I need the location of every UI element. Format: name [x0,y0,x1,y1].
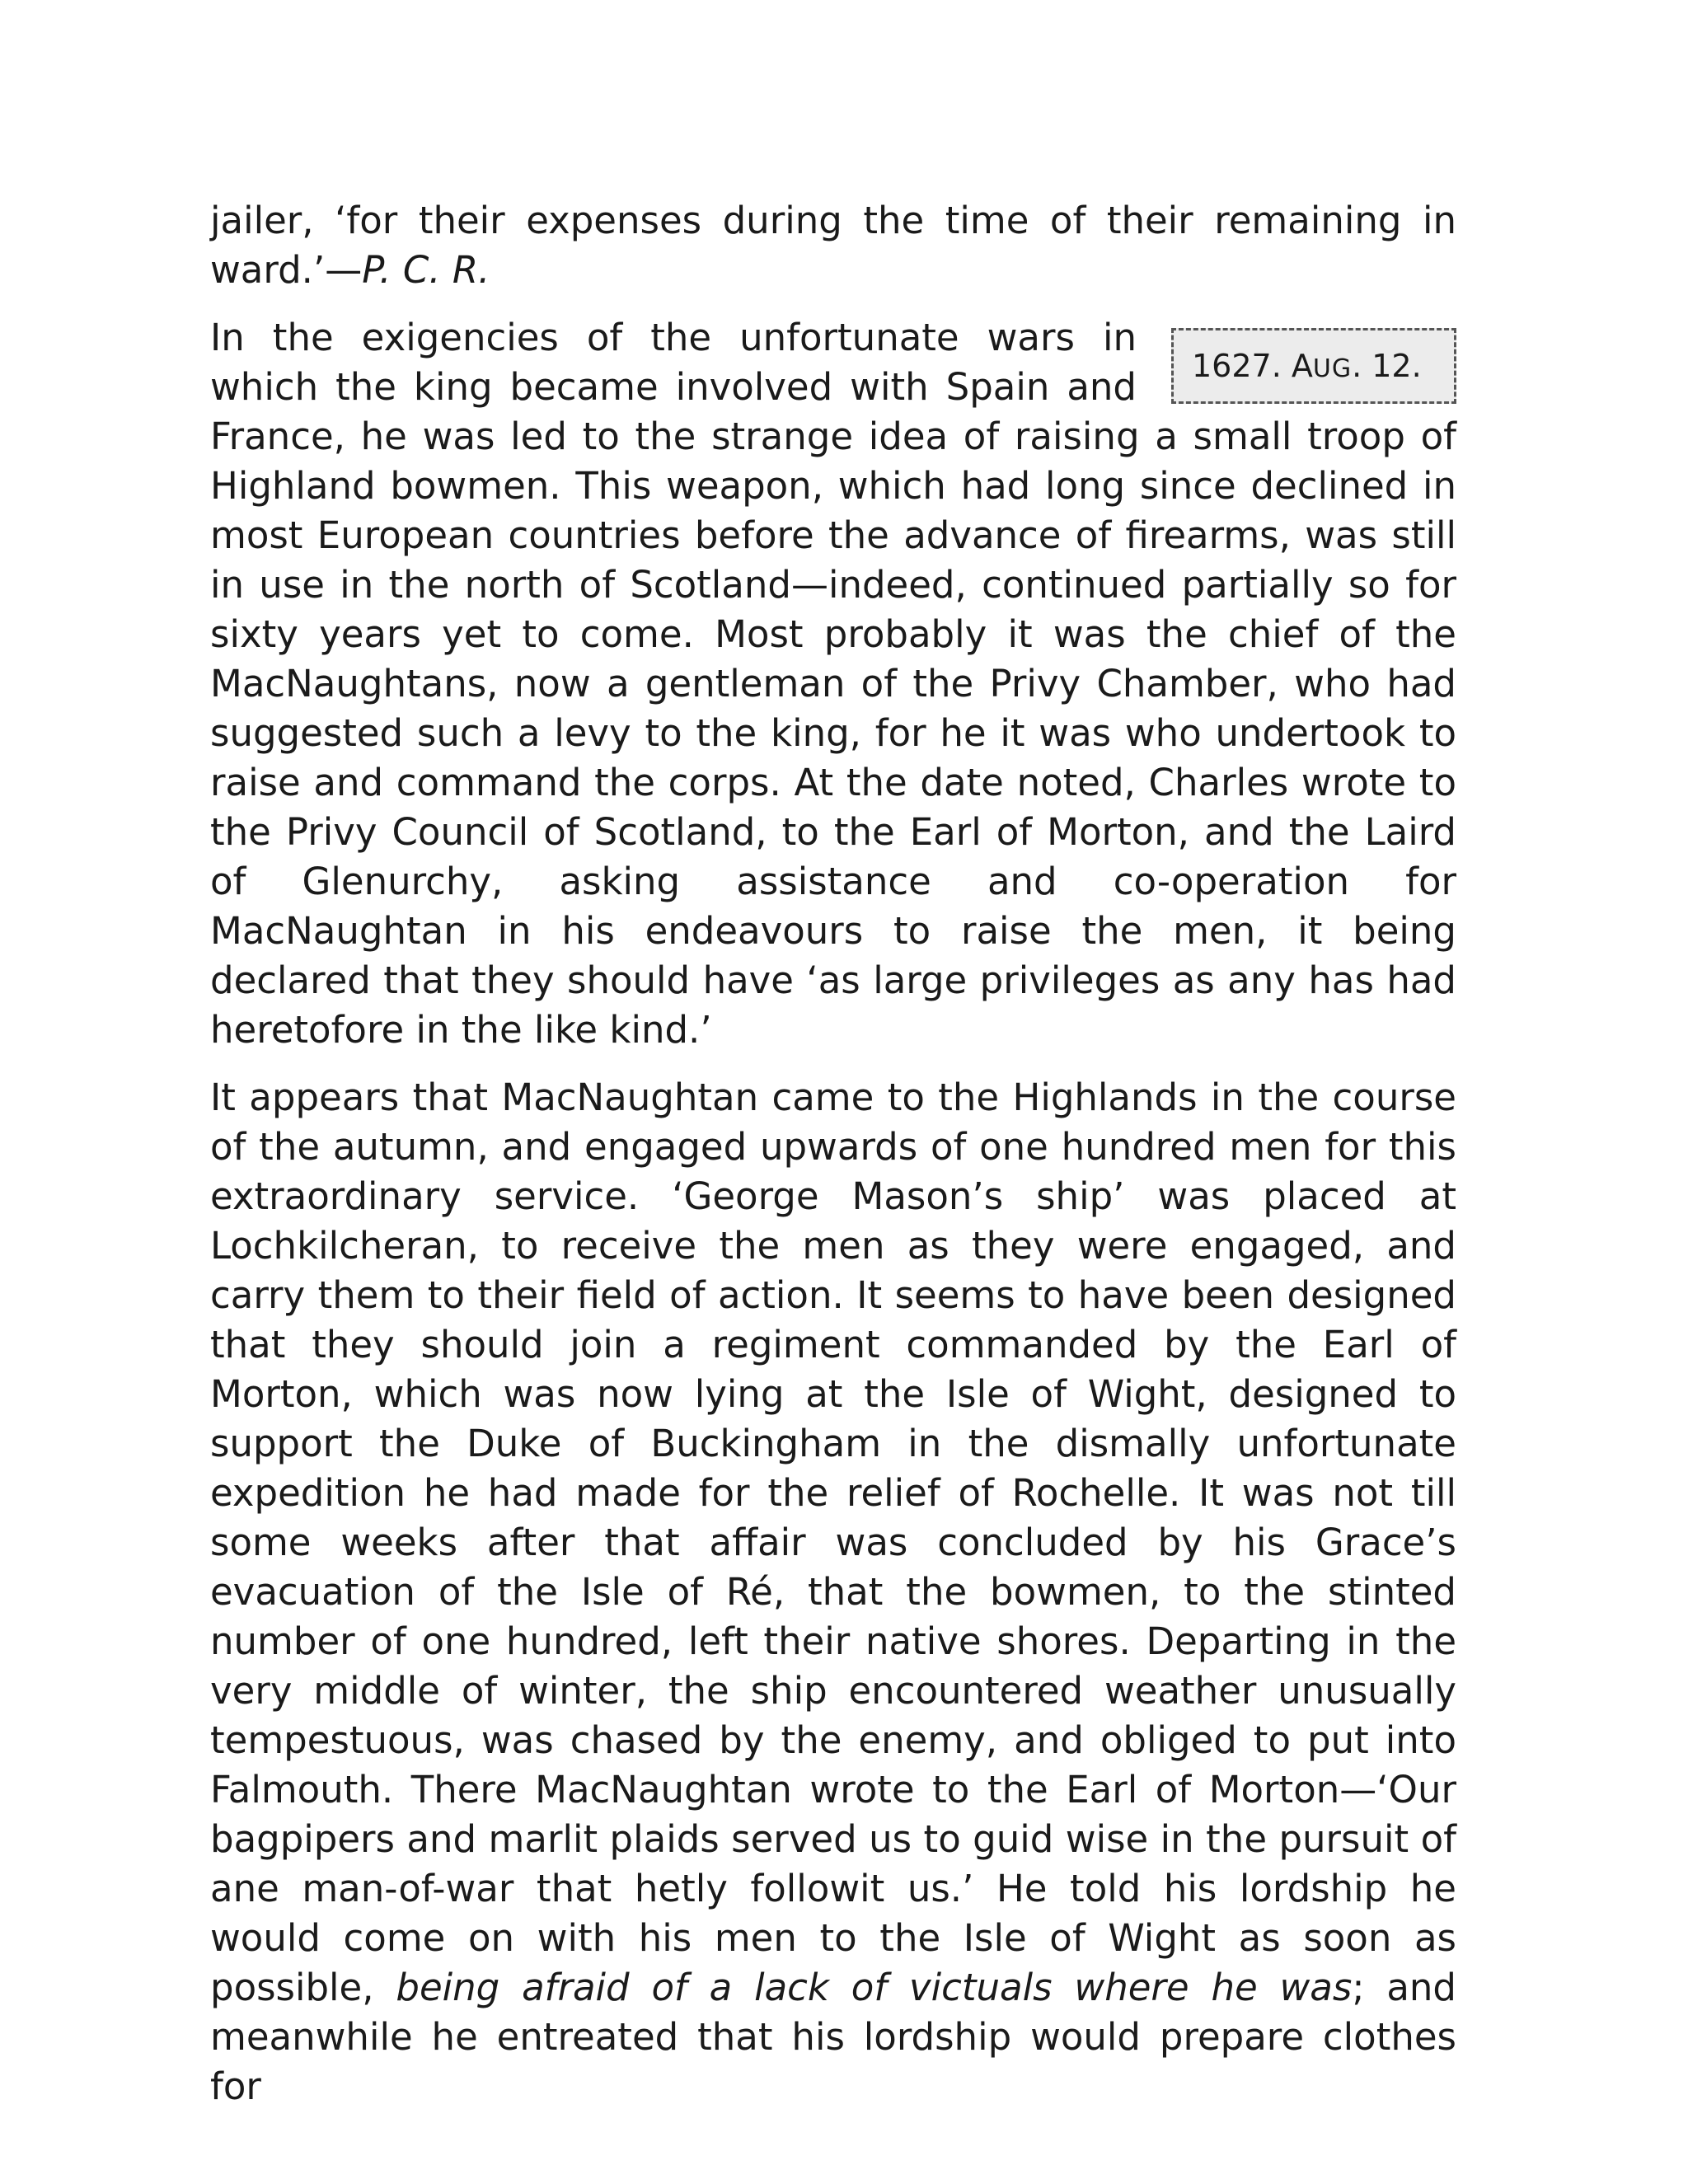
sidenote-month-rest: UG [1312,354,1353,383]
paragraph-text: In the exigencies of the unfortunate wars in which the king became involved with Spain and France, he was led to the strange idea of raising a small troop of Highland bowmen. This weapon, which had long since declined in most European countries before the advance of firearms, was still in use in the north of Scotland—indeed, continued partially so for sixty years yet to come. Most probably it was the chief of the MacNaughtans, now a gentleman of the Privy Chamber, who had suggested such a levy to the king, for he it was who undertook to raise and command the corps. At the date noted, Charles wrote to the Privy Council of Scotland, to the Earl of Morton, and the Laird of Glenurchy, asking assistance and co-operation for MacNaughtan in his endeavours to raise the men, it being declared that they should have ‘as large privileges as any has had heretofore in the like kind.’ [210,316,1456,1052]
paragraph-text: It appears that MacNaughtan came to the Highlands in the course of the autumn, and engaged upwards of one hundred men for this extraordinary service. ‘George Mason’s ship’ was placed at Lochkilcheran, to receive the men as they were engaged, and carry them to their field of action. It seems to have been designed that they should join a regiment commanded by the Earl of Morton, which was now lying at the Isle of Wight, designed to support the Duke of Buckingham in the dismally unfortunate expedition he had made for the relief of Rochelle. It was not till some weeks after that affair was concluded by his Grace’s evacuation of the Isle of Ré, that the bowmen, to the stinted number of one hundred, left their native shores. Departing in the very middle of winter, the ship encountered weather unusually tempestuous, was chased by the enemy, and obliged to put into Falmouth. There MacNaughtan wrote to the Earl of Morton—‘Our bagpipers and marlit plaids served us to guid wise in the pursuit of ane man-of-war that hetly followit us.’ He told his lordship he would come on with his men to the Isle of Wight as soon as possible, [210,1076,1456,2009]
page-content [210,196,1456,2130]
sidenote-month-initial: A [1291,348,1313,384]
paragraph-text: ; and meanwhile he entreated that his lordship would prepare clothes for [210,1966,1456,2108]
source-citation: P. C. R. [362,248,490,292]
sidenote-year: 1627. [1192,348,1292,384]
italic-phrase: being afraid of a lack of victuals where he was [396,1966,1353,2009]
paragraph-macnaughtan [210,1073,1456,2111]
sidenote-day: . 12. [1352,348,1422,384]
margin-date-note [1171,328,1456,404]
paragraph-text: jailer, ‘for their expenses during the time of their remaining in ward.’— [210,199,1456,292]
paragraph-bowmen [210,313,1456,1055]
paragraph-continuation [210,196,1456,295]
